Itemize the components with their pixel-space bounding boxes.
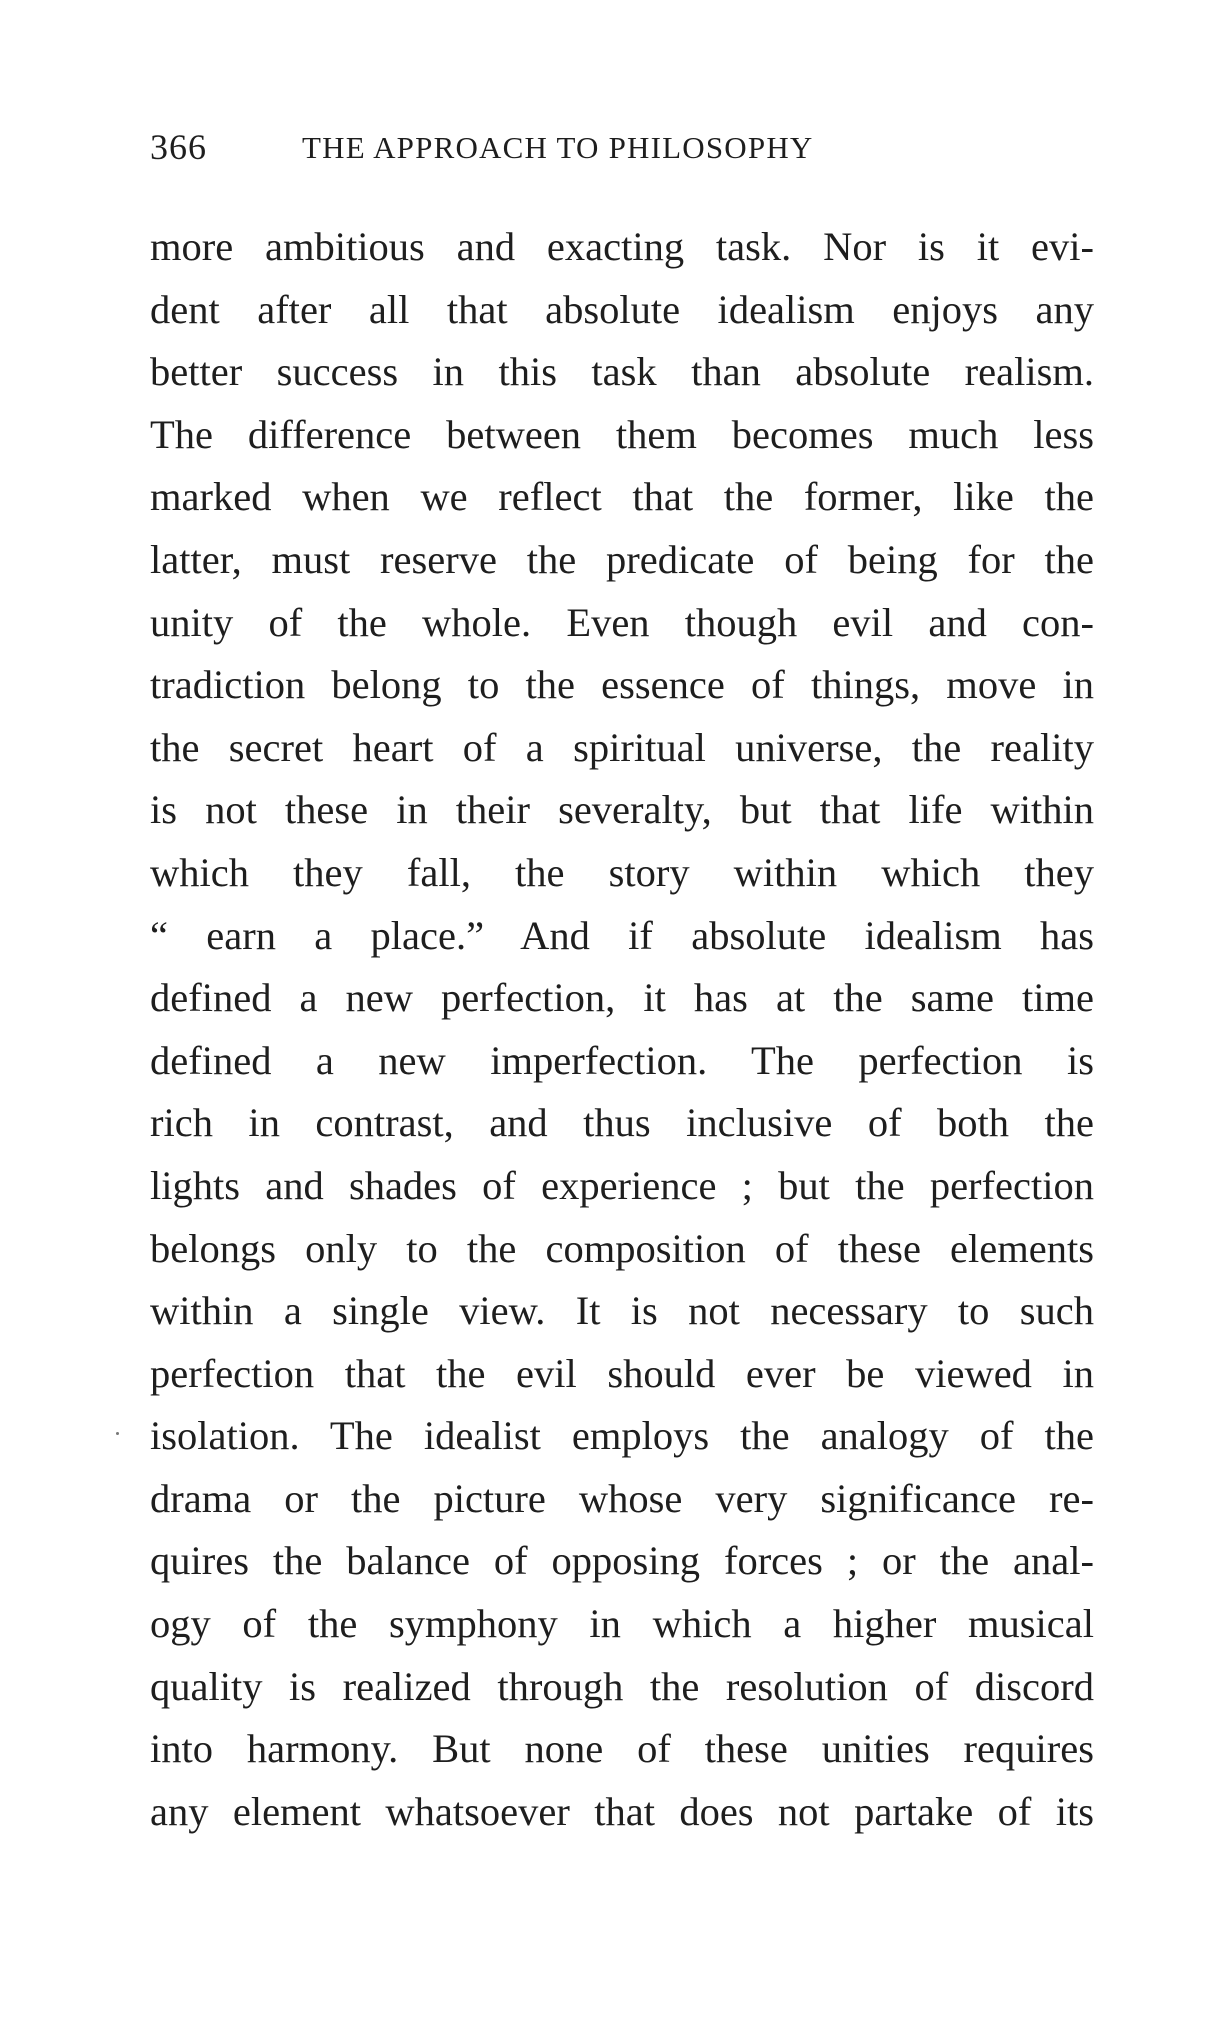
body-paragraph	[150, 216, 1094, 1843]
text-line: isolation. The idealist employs the analogy of the	[150, 1413, 1094, 1459]
text-line: drama or the picture whose very significance re-	[150, 1475, 1094, 1521]
page-header	[150, 126, 1094, 176]
running-head: THE APPROACH TO PHILOSOPHY	[302, 130, 814, 165]
text-line: quality is realized through the resolution of discord	[150, 1663, 1094, 1709]
text-line: better success in this task than absolute realism.	[150, 349, 1094, 395]
margin-speck	[116, 1432, 119, 1435]
text-line: The difference between them becomes much less	[150, 411, 1094, 457]
text-line: latter, must reserve the predicate of being for the	[150, 536, 1094, 582]
text-line: which they fall, the story within which they	[150, 849, 1094, 895]
text-line: marked when we reflect that the former, like the	[150, 474, 1094, 520]
text-line: more ambitious and exacting task. Nor is it evi-	[150, 224, 1094, 269]
text-line: dent after all that absolute idealism enjoys any	[150, 286, 1094, 332]
text-line: unity of the whole. Even though evil and con-	[150, 599, 1094, 645]
text-line: ogy of the symphony in which a higher musical	[150, 1601, 1094, 1647]
text-line: rich in contrast, and thus inclusive of both the	[150, 1100, 1094, 1146]
text-line: belongs only to the composition of these elements	[150, 1225, 1094, 1271]
text-line: any element whatsoever that does not partake of its	[150, 1788, 1094, 1834]
text-line: within a single view. It is not necessary to such	[150, 1288, 1094, 1334]
text-line: the secret heart of a spiritual universe, the reality	[150, 724, 1094, 770]
text-line: defined a new perfection, it has at the same time	[150, 975, 1094, 1021]
page-number: 366	[150, 127, 207, 167]
text-line: tradiction belong to the essence of things, move in	[150, 662, 1094, 708]
text-line: “ earn a place.” And if absolute idealism has	[150, 912, 1094, 958]
text-line: lights and shades of experience ; but the perfection	[150, 1162, 1094, 1208]
text-line: perfection that the evil should ever be viewed in	[150, 1350, 1094, 1396]
text-line: is not these in their severalty, but that life within	[150, 787, 1094, 833]
text-line: defined a new imperfection. The perfection is	[150, 1037, 1094, 1083]
text-line: quires the balance of opposing forces ; or the anal-	[150, 1538, 1094, 1584]
text-line: into harmony. But none of these unities requires	[150, 1726, 1094, 1772]
